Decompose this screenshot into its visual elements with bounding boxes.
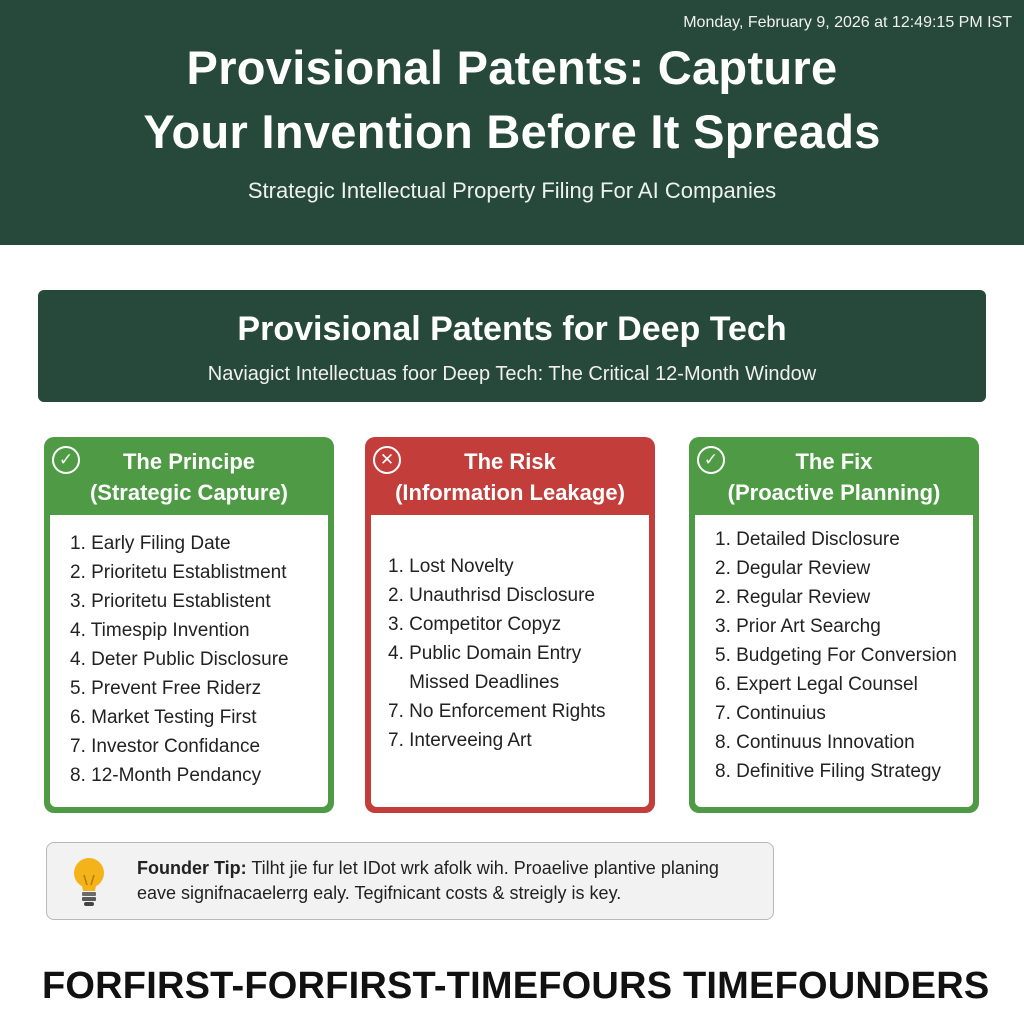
list-item: 5. Prevent Free Riderz	[70, 678, 262, 699]
founder-tip-box	[46, 842, 774, 920]
list-item: 2. Prioritetu Establistment	[70, 562, 287, 583]
list-item: 1. Detailed Disclosure	[715, 529, 900, 550]
page-title	[0, 36, 1024, 164]
list-item: 6. Expert Legal Counsel	[715, 674, 918, 695]
card-fix	[689, 437, 979, 813]
card-fix-body	[695, 515, 973, 807]
card-subtitle: (Strategic Capture)	[89, 480, 289, 505]
list-item: 2. Regular Review	[715, 587, 871, 608]
list-item: 1. Early Filing Date	[70, 533, 231, 554]
list-item: 1. Lost Novelty	[388, 556, 514, 577]
list-item: 3. Competitor Copyz	[388, 614, 562, 635]
list-item: 8. 12-Month Pendancy	[70, 765, 262, 786]
card-principle-list	[50, 515, 328, 790]
card-fix-list	[695, 515, 973, 786]
list-item: 8. Definitive Filing Strategy	[715, 761, 941, 782]
card-fix-header	[689, 437, 979, 515]
tip-line-2: eave signifnacaelerrg ealy. Tegifnicant costs & streigly is key.	[137, 883, 622, 903]
card-principle	[44, 437, 334, 813]
list-item: 3. Prior Art Searchg	[715, 616, 881, 637]
list-item: 2. Unauthrisd Disclosure	[388, 585, 595, 606]
list-item: 7. Continuius	[715, 703, 826, 724]
card-title: The Principe	[122, 449, 256, 474]
list-item: 2. Degular Review	[715, 558, 871, 579]
check-circle-icon: ✓	[697, 446, 725, 474]
tip-text	[137, 856, 757, 906]
card-risk-list	[371, 515, 649, 755]
page-title-line-2: Your Invention Before It Spreads	[143, 105, 881, 158]
footer-text: FORFIRST-FORFIRST-TIMEFOURS TIMEFOUNDERS	[42, 965, 990, 1007]
list-item: 8. Continuus Innovation	[715, 732, 915, 753]
section-banner	[38, 290, 986, 402]
list-item: 7. Investor Confidance	[70, 736, 261, 757]
list-item: Missed Deadlines	[388, 672, 560, 693]
tip-line-1: Tilht jie fur let IDot wrk afolk wih. Proaelive plantive planing	[246, 858, 719, 878]
card-title: The Risk	[464, 449, 556, 474]
card-subtitle: (Information Leakage)	[395, 480, 625, 505]
x-circle-icon: ✕	[373, 446, 401, 474]
check-circle-icon: ✓	[52, 446, 80, 474]
hero-header	[0, 0, 1024, 245]
card-principle-body	[50, 515, 328, 807]
list-item: 7. No Enforcement Rights	[388, 701, 606, 722]
card-risk-body	[371, 515, 649, 807]
tip-label: Founder Tip:	[137, 858, 247, 878]
list-item: 7. Interveeing Art	[388, 730, 532, 751]
card-subtitle: (Proactive Planning)	[727, 480, 941, 505]
list-item: 5. Budgeting For Conversion	[715, 645, 957, 666]
lightbulb-icon	[69, 855, 109, 911]
banner-subtitle: Naviagict Intellectuas foor Deep Tech: The Critical 12-Month Window	[207, 363, 817, 385]
card-title: The Fix	[795, 449, 873, 474]
card-principle-header	[44, 437, 334, 515]
page-subtitle: Strategic Intellectual Property Filing For AI Companies	[247, 178, 777, 203]
list-item: 3. Prioritetu Establistent	[70, 591, 271, 612]
card-risk	[365, 437, 655, 813]
page-title-line-1: Provisional Patents: Capture	[186, 41, 838, 94]
list-item: 4. Timespip Invention	[70, 620, 250, 641]
list-item: 6. Market Testing First	[70, 707, 257, 728]
banner-title: Provisional Patents for Deep Tech	[237, 310, 787, 348]
timestamp: Monday, February 9, 2026 at 12:49:15 PM IST	[683, 14, 1012, 31]
card-risk-header	[365, 437, 655, 515]
list-item: 4. Public Domain Entry	[388, 643, 582, 664]
list-item: 4. Deter Public Disclosure	[70, 649, 289, 670]
